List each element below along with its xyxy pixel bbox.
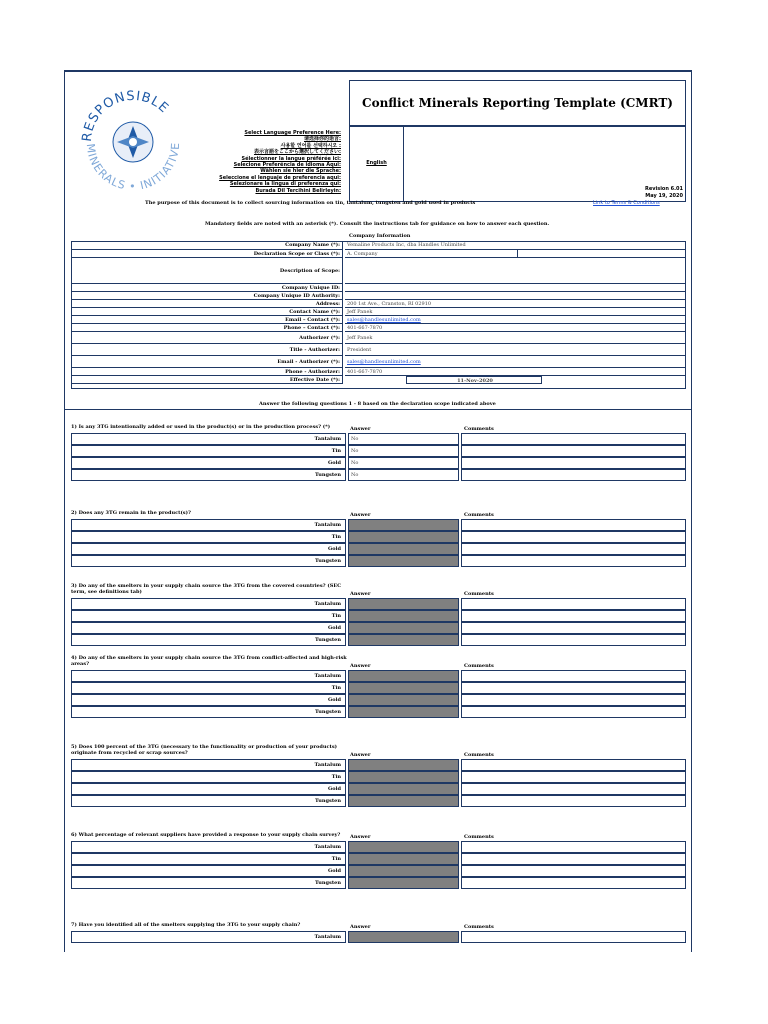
divider bbox=[65, 409, 691, 410]
company-field-label: Company Unique ID: bbox=[71, 284, 343, 292]
comments-header: Comments bbox=[464, 924, 494, 930]
metal-label: Tungsten bbox=[71, 706, 346, 718]
comment-cell[interactable] bbox=[461, 783, 686, 795]
comment-cell[interactable] bbox=[461, 771, 686, 783]
answer-cell[interactable]: No bbox=[348, 469, 459, 481]
company-field-label: Email - Authorizer (*): bbox=[71, 356, 343, 368]
comment-cell[interactable] bbox=[461, 853, 686, 865]
answer-cell[interactable] bbox=[348, 865, 459, 877]
metal-label: Gold bbox=[71, 694, 346, 706]
answer-cell[interactable] bbox=[348, 771, 459, 783]
language-value: English bbox=[366, 160, 387, 166]
company-field-value[interactable]: Jeff Panek bbox=[345, 308, 686, 316]
metal-label: Tungsten bbox=[71, 795, 346, 807]
mandatory-note: Mandatory fields are noted with an asterisk (*). Consult the instructions tab for guidance on how to answer each question. bbox=[205, 221, 550, 227]
answer-cell[interactable] bbox=[348, 622, 459, 634]
metal-label: Tin bbox=[71, 853, 346, 865]
metal-label: Tantalum bbox=[71, 433, 346, 445]
company-field-label: Address: bbox=[71, 300, 343, 308]
comment-cell[interactable] bbox=[461, 877, 686, 889]
answer-header: Answer bbox=[350, 512, 371, 518]
metal-label: Tungsten bbox=[71, 555, 346, 567]
metal-label: Tantalum bbox=[71, 519, 346, 531]
answer-cell[interactable] bbox=[348, 841, 459, 853]
comment-cell[interactable] bbox=[461, 531, 686, 543]
answer-cell[interactable] bbox=[348, 759, 459, 771]
answer-cell[interactable]: No bbox=[348, 445, 459, 457]
company-field-value[interactable]: 401-667-7870 bbox=[345, 368, 686, 376]
revision: Revision 6.01 bbox=[645, 186, 683, 192]
answer-cell[interactable] bbox=[348, 519, 459, 531]
company-section-title: Company Information bbox=[349, 233, 411, 239]
answer-cell[interactable] bbox=[348, 610, 459, 622]
metal-label: Tungsten bbox=[71, 634, 346, 646]
comment-cell[interactable] bbox=[461, 622, 686, 634]
comments-header: Comments bbox=[464, 512, 494, 518]
answer-cell[interactable] bbox=[348, 531, 459, 543]
company-field-value[interactable]: A. Company bbox=[345, 250, 686, 258]
comment-cell[interactable] bbox=[461, 841, 686, 853]
answer-cell[interactable] bbox=[348, 682, 459, 694]
answer-cell[interactable] bbox=[348, 877, 459, 889]
metal-label: Tin bbox=[71, 531, 346, 543]
rmi-logo-icon bbox=[73, 80, 193, 200]
comment-cell[interactable] bbox=[461, 433, 686, 445]
answer-cell[interactable]: No bbox=[348, 433, 459, 445]
comment-cell[interactable] bbox=[461, 865, 686, 877]
company-field-value[interactable]: sales@handlesunlimited.com bbox=[345, 356, 686, 368]
cmrt-sheet bbox=[64, 70, 692, 952]
metal-label: Tantalum bbox=[71, 841, 346, 853]
answer-header: Answer bbox=[350, 591, 371, 597]
comments-header: Comments bbox=[464, 663, 494, 669]
question-text: 6) What percentage of relevant suppliers have provided a response to your supply chain survey? bbox=[71, 832, 341, 838]
svg-text:RESPONSIBLE: RESPONSIBLE bbox=[79, 88, 172, 143]
metal-label: Tin bbox=[71, 771, 346, 783]
purpose-text: The purpose of this document is to collect sourcing information on tin, tantalum, tungsten and gold used in products bbox=[145, 200, 476, 206]
company-field-label: Declaration Scope or Class (*): bbox=[71, 250, 343, 258]
answer-header: Answer bbox=[350, 663, 371, 669]
answer-header: Answer bbox=[350, 752, 371, 758]
answer-cell[interactable] bbox=[348, 670, 459, 682]
company-field-label: Authorizer (*): bbox=[71, 332, 343, 344]
answer-header: Answer bbox=[350, 834, 371, 840]
comment-cell[interactable] bbox=[461, 457, 686, 469]
metal-label: Tantalum bbox=[71, 931, 346, 943]
comments-header: Comments bbox=[464, 591, 494, 597]
comment-cell[interactable] bbox=[461, 598, 686, 610]
comment-cell[interactable] bbox=[461, 682, 686, 694]
questions-intro: Answer the following questions 1 - 8 based on the declaration scope indicated above bbox=[259, 401, 496, 407]
metal-label: Tantalum bbox=[71, 670, 346, 682]
company-field-value[interactable]: sales@handlesunlimited.com bbox=[345, 316, 686, 324]
company-field-label: Contact Name (*): bbox=[71, 308, 343, 316]
page-title: Conflict Minerals Reporting Template (CMRT) bbox=[362, 96, 673, 110]
company-field-value[interactable] bbox=[345, 284, 686, 292]
comments-header: Comments bbox=[464, 752, 494, 758]
company-field-value[interactable]: 401-667-7870 bbox=[345, 324, 686, 332]
question-text: 1) Is any 3TG intentionally added or used in the product(s) or in the production process? (*) bbox=[71, 424, 331, 430]
revision-date: May 19, 2020 bbox=[645, 193, 683, 199]
answer-header: Answer bbox=[350, 426, 371, 432]
metal-label: Gold bbox=[71, 457, 346, 469]
scope-separator bbox=[517, 250, 518, 258]
metal-label: Tin bbox=[71, 610, 346, 622]
answer-cell[interactable] bbox=[348, 931, 459, 943]
comment-cell[interactable] bbox=[461, 555, 686, 567]
rmi-logo bbox=[73, 80, 193, 200]
answer-cell[interactable] bbox=[348, 555, 459, 567]
question-text: 2) Does any 3TG remain in the product(s)? bbox=[71, 510, 191, 516]
company-field-label: Phone - Authorizer: bbox=[71, 368, 343, 376]
answer-cell[interactable] bbox=[348, 598, 459, 610]
comment-cell[interactable] bbox=[461, 670, 686, 682]
company-field-value[interactable] bbox=[345, 258, 686, 284]
answer-cell[interactable] bbox=[348, 795, 459, 807]
comment-cell[interactable] bbox=[461, 706, 686, 718]
company-field-label: Email – Contact (*): bbox=[71, 316, 343, 324]
comment-cell[interactable] bbox=[461, 543, 686, 555]
comment-cell[interactable] bbox=[461, 445, 686, 457]
company-field-label: Title - Authorizer: bbox=[71, 344, 343, 356]
company-field-value[interactable]: 11-Nov-2020 bbox=[406, 376, 542, 384]
svg-text:MINERALS • INITIATIVE: MINERALS • INITIATIVE bbox=[83, 141, 183, 193]
comments-header: Comments bbox=[464, 426, 494, 432]
answer-cell[interactable] bbox=[348, 694, 459, 706]
comment-cell[interactable] bbox=[461, 610, 686, 622]
answer-cell[interactable]: No bbox=[348, 457, 459, 469]
comment-cell[interactable] bbox=[461, 795, 686, 807]
company-field-label: Company Unique ID Authority: bbox=[71, 292, 343, 300]
metal-label: Tungsten bbox=[71, 469, 346, 481]
terms-link[interactable]: Link to Terms & Conditions bbox=[593, 200, 660, 206]
comment-cell[interactable] bbox=[461, 634, 686, 646]
comment-cell[interactable] bbox=[461, 931, 686, 943]
comment-cell[interactable] bbox=[461, 519, 686, 531]
company-field-value[interactable]: President bbox=[345, 344, 686, 356]
metal-label: Tantalum bbox=[71, 598, 346, 610]
language-select[interactable] bbox=[349, 126, 404, 202]
company-field-label: Description of Scope: bbox=[71, 258, 343, 284]
comments-header: Comments bbox=[464, 834, 494, 840]
question-text: 5) Does 100 percent of the 3TG (necessary to the functionality or production of your products) originate from recycled or scrap sources? bbox=[71, 744, 338, 756]
company-field-value[interactable]: Jeff Panek bbox=[345, 332, 686, 344]
metal-label: Tungsten bbox=[71, 877, 346, 889]
comment-cell[interactable] bbox=[461, 694, 686, 706]
answer-header: Answer bbox=[350, 924, 371, 930]
question-text: 3) Do any of the smelters in your supply chain source the 3TG from the covered countries? (SEC term, see definitions tab) bbox=[71, 583, 342, 595]
metal-label: Gold bbox=[71, 783, 346, 795]
metal-label: Gold bbox=[71, 865, 346, 877]
metal-label: Tin bbox=[71, 445, 346, 457]
company-field-label: Phone – Contact (*): bbox=[71, 324, 343, 332]
answer-cell[interactable] bbox=[348, 706, 459, 718]
metal-label: Gold bbox=[71, 622, 346, 634]
company-field-label: Effective Date (*): bbox=[71, 376, 343, 384]
company-field-value[interactable]: 200 1st Ave., Cranston, RI 02910 bbox=[345, 300, 686, 308]
metal-label: Tantalum bbox=[71, 759, 346, 771]
comment-cell[interactable] bbox=[461, 469, 686, 481]
comment-cell[interactable] bbox=[461, 759, 686, 771]
question-text: 7) Have you identified all of the smelters supplying the 3TG to your supply chain? bbox=[71, 922, 301, 928]
language-prompts: Select Language Preference Here: 请选择你的语言: 사용할 언어를 선택하시오 : 表示言語をここから選択してください: Sélectionner la langue préférée ici: Selecione Preferência de idioma Aqui: Wählen sie hier die Sprache: Seleccione el lenguaje de preferencia aqui: Selezionare la lingua di preferenza qui: Burada Dil Tercihini Belirleyin: bbox=[219, 130, 341, 194]
company-field-label: Company Name (*): bbox=[71, 241, 343, 250]
metal-label: Gold bbox=[71, 543, 346, 555]
answer-cell[interactable] bbox=[348, 783, 459, 795]
company-field-value[interactable]: Vemaline Products Inc, dba Handles Unlimited bbox=[345, 241, 686, 250]
title-box bbox=[349, 80, 686, 126]
answer-cell[interactable] bbox=[348, 853, 459, 865]
question-text: 4) Do any of the smelters in your supply chain source the 3TG from conflict-affected and high-risk areas? bbox=[71, 655, 347, 667]
metal-label: Tin bbox=[71, 682, 346, 694]
company-field-value[interactable] bbox=[345, 292, 686, 300]
answer-cell[interactable] bbox=[348, 634, 459, 646]
answer-cell[interactable] bbox=[348, 543, 459, 555]
